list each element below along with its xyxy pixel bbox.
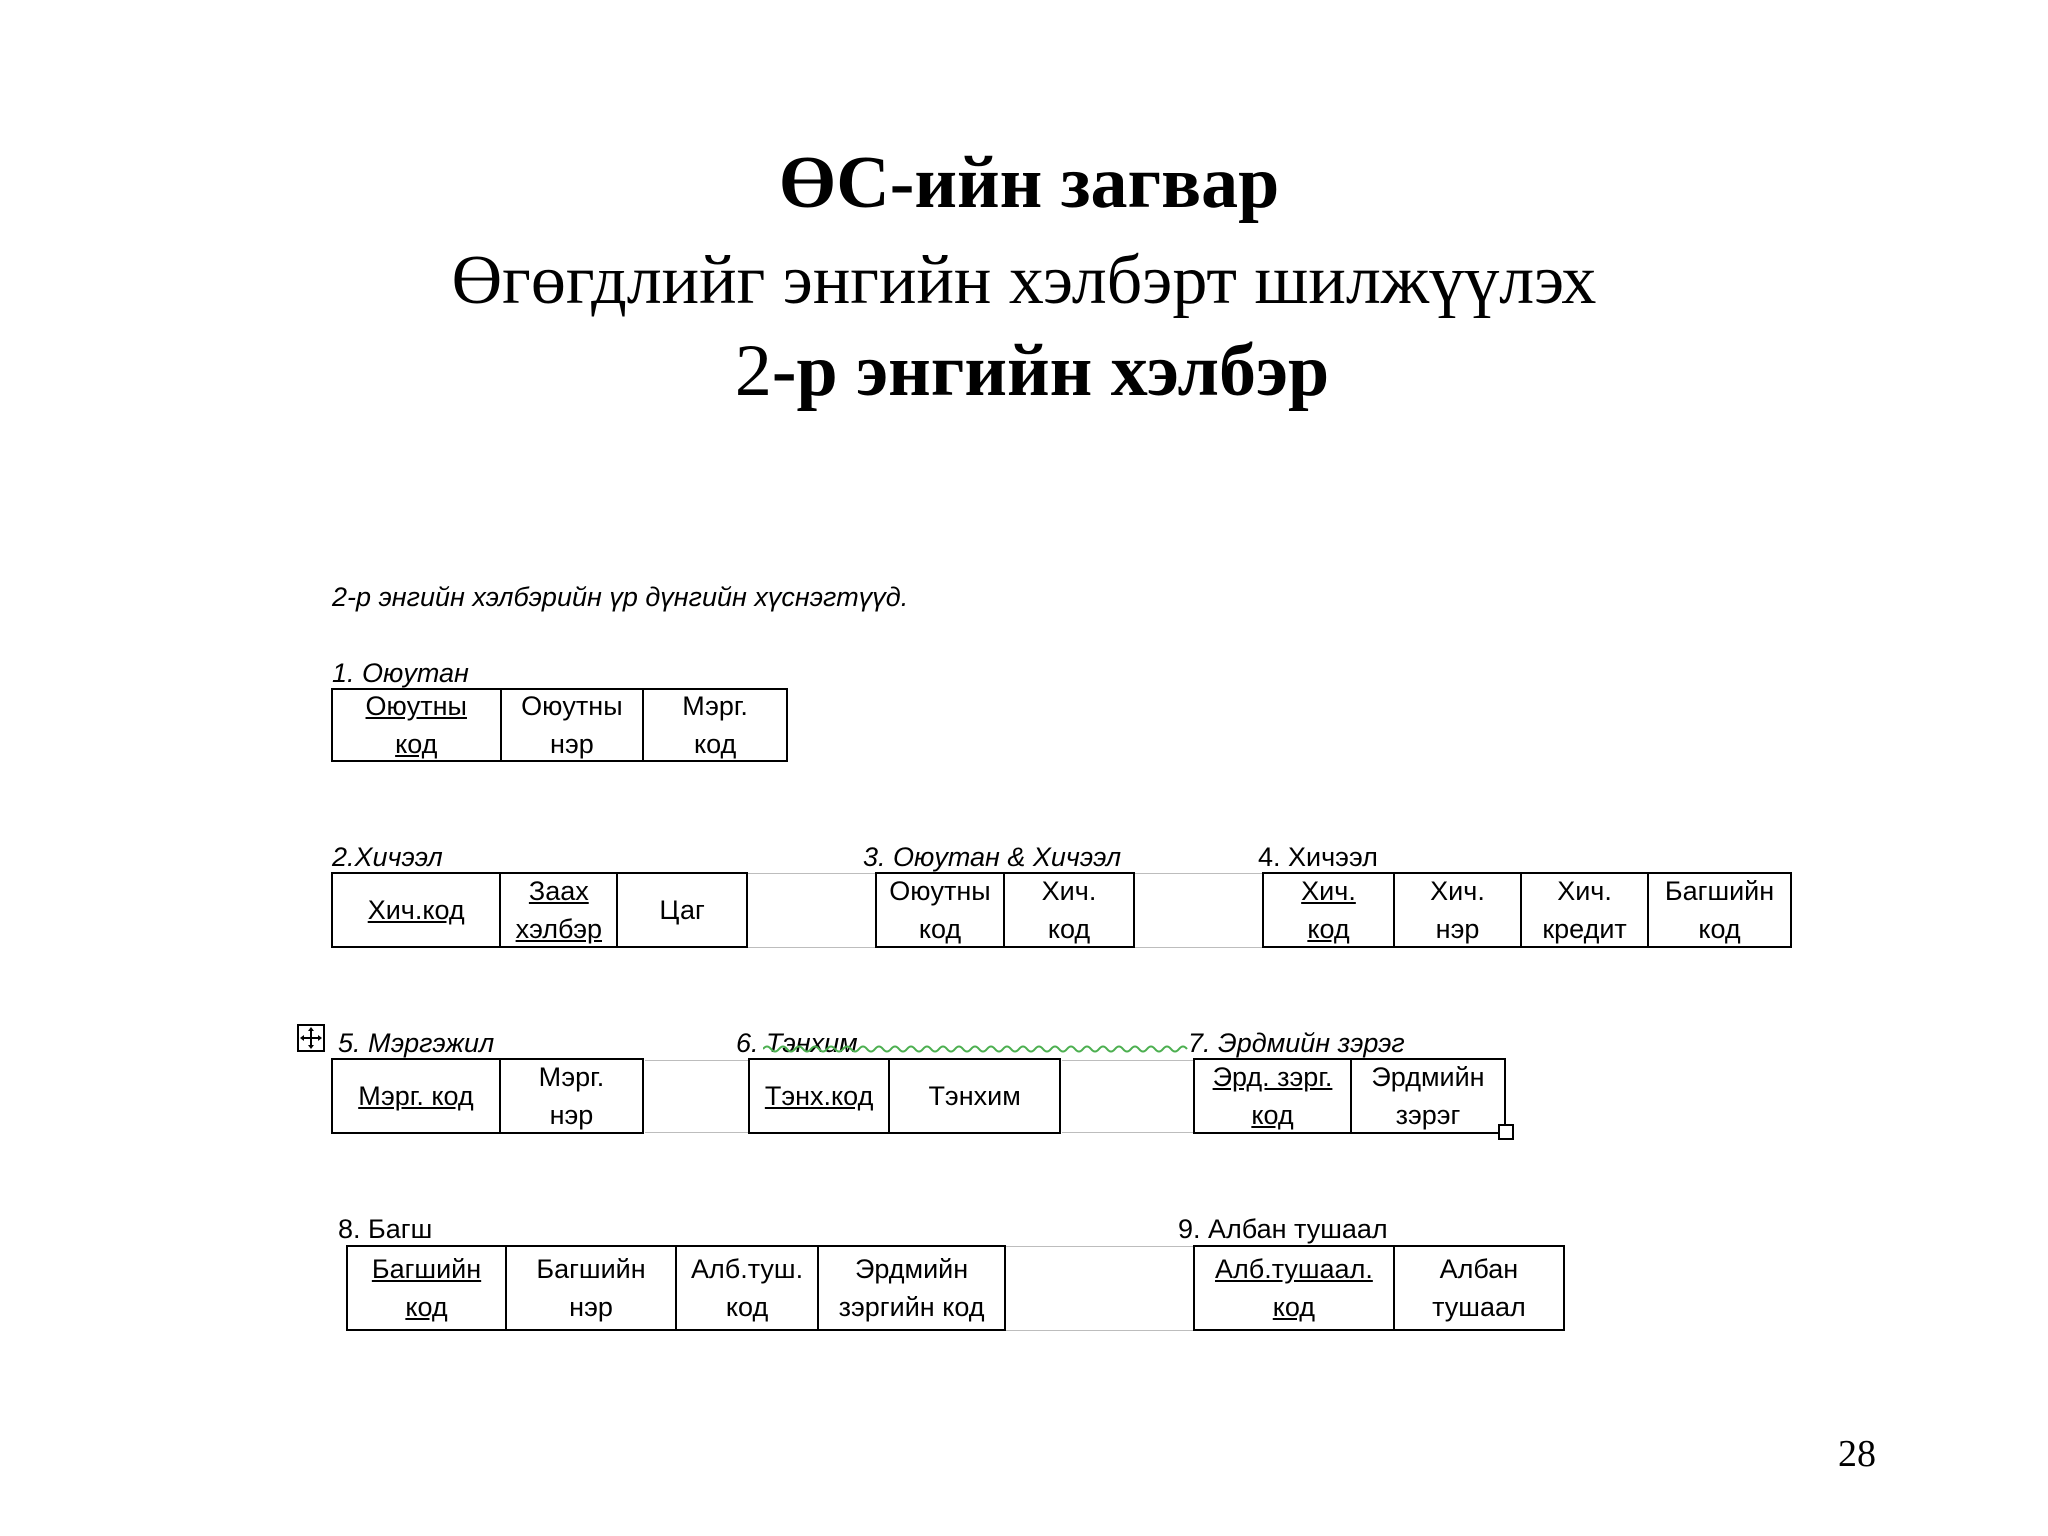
gridline [1006,1330,1196,1331]
table-cell: Мэрг. нэр [499,1060,642,1132]
table-label: 4. Хичээл [1258,842,1378,872]
spellcheck-squiggle [763,1044,1191,1054]
table-cell: Мэрг. код [642,690,786,760]
gridline [645,1132,750,1133]
table-cell: Хич. код [1003,874,1133,946]
table-cell: Багшийн нэр [505,1247,675,1329]
gridline [1062,1132,1194,1133]
table-cell: Эрдмийн зэрэг [1350,1060,1504,1132]
resize-handle-icon[interactable] [1498,1124,1514,1140]
table-cell: Багшийн код [1647,874,1790,946]
table-cell: Хич. кредит [1520,874,1647,946]
table-cell: Албан тушаал [1393,1247,1563,1329]
table-label: 1. Оюутан [332,658,469,688]
table-mergejil [331,1058,644,1134]
table-cell: Цаг [616,874,746,946]
table-alban-tushaal [1193,1245,1565,1331]
table-cell: Багшийн код [371,1254,482,1322]
table-bagsh [346,1245,1006,1331]
table-cell: Тэнх.код [764,1081,874,1111]
table-cell: Заах хэлбэр [499,874,616,946]
table-cell: Алб.туш. код [675,1247,817,1329]
table-label: 8. Багш [338,1214,433,1244]
table-khicheel [331,872,748,948]
table-cell: Хич.код [367,895,465,925]
heading-number: 2 [734,330,772,412]
slide-title: ӨС-ийн загвар [778,142,1280,224]
table-tenkhim [748,1058,1061,1134]
table-oyutan-khicheel [875,872,1135,948]
gridline [1006,1246,1196,1247]
table-cell: Тэнхим [888,1060,1059,1132]
table-khicheel-2 [1262,872,1792,948]
table-cell: Алб.тушаал. код [1214,1254,1373,1322]
table-cell: Эрдмийн зэргийн код [817,1247,1004,1329]
table-label: 2.Хичээл [332,842,443,872]
slide-heading [0,330,2048,412]
page-number: 28 [1838,1433,1876,1475]
table-label: 7. Эрдмийн зэрэг [1188,1028,1405,1058]
table-erdmiin-zereg [1193,1058,1506,1134]
table-label: 6. Тэнхим [736,1028,858,1058]
document-caption: 2-р энгийн хэлбэрийн үр дүнгийн хүснэгтүүд. [332,582,909,612]
table-oyutan [331,688,788,762]
gridline [1062,1060,1194,1061]
gridline [645,1060,750,1061]
table-label: 9. Албан тушаал [1178,1214,1388,1244]
table-cell: Оюутны код [365,691,467,759]
move-handle-icon[interactable] [297,1024,325,1052]
table-cell: Оюутны нэр [500,690,643,760]
table-label: 5. Мэргэжил [338,1028,495,1058]
table-cell: Хич. код [1301,876,1356,944]
table-cell: Мэрг. код [358,1081,474,1111]
heading-text: -р энгийн хэлбэр [771,330,1330,412]
gridline [1140,873,1265,874]
table-label: 3. Оюутан & Хичээл [863,842,1122,872]
table-cell: Оюутны код [889,876,991,944]
table-cell: Эрд. зэрг. код [1212,1062,1333,1130]
slide-subtitle: Өгөгдлийг энгийн хэлбэрт шилжүүлэх [451,242,1597,319]
table-cell: Хич. нэр [1393,874,1520,946]
